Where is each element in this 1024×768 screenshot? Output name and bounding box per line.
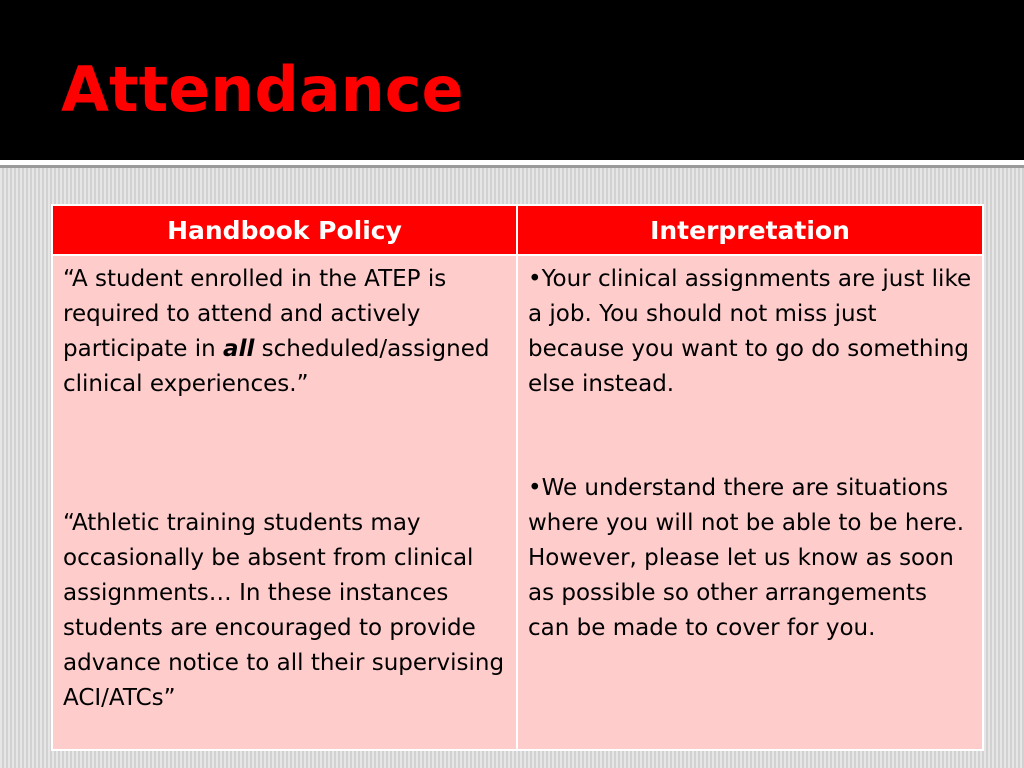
- table-row: [52, 255, 983, 750]
- header-interpretation: Interpretation: [517, 205, 983, 255]
- emphasis-all: all: [223, 336, 255, 362]
- policy-text-1a: “A student enrolled in the ATEP is required to attend and actively participate in: [63, 266, 447, 362]
- slide-title: Attendance: [61, 53, 464, 126]
- policy-table: [51, 204, 984, 751]
- interpretation-bullet-2: •We understand there are situations where you will not be able to be here. However, please let us know as soon as possible so other arrangements can be made to cover for you.: [528, 475, 965, 641]
- policy-text-1b: scheduled/assigned clinical experiences.”: [63, 336, 490, 397]
- interpretation-bullet-1: •Your clinical assignments are just like a job. You should not miss just because you want to go do something else instead.: [528, 266, 972, 397]
- table-header-row: [52, 205, 983, 255]
- policy-cell: [52, 255, 517, 750]
- interpretation-cell: [517, 255, 983, 750]
- policy-paragraph-2: “Athletic training students may occasionally be absent from clinical assignments… In these instances students are encouraged to provide advance notice to all their supervising ACI/ATCs”: [63, 510, 505, 711]
- policy-paragraph-1: [63, 262, 508, 402]
- title-divider-shadow: [0, 165, 1024, 168]
- header-handbook-policy: Handbook Policy: [52, 205, 517, 255]
